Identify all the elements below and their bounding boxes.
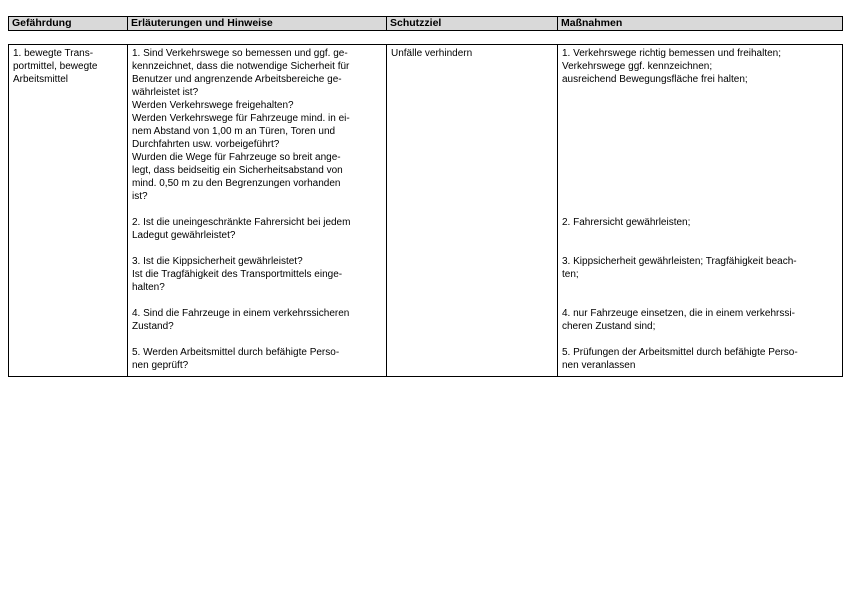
blank-line xyxy=(562,294,839,307)
text-line: legt, dass beidseitig ein Sicherheitsabstand von xyxy=(132,165,343,176)
text-line: Werden Verkehrswege freigehalten? xyxy=(132,100,294,111)
text-line: mind. 0,50 m zu den Begrenzungen vorhanden xyxy=(132,178,341,189)
blank-line xyxy=(562,151,839,164)
blank-line xyxy=(132,333,383,346)
blank-line xyxy=(132,203,383,216)
header-massnahmen: Maßnahmen xyxy=(558,17,843,31)
text-line: Durchfahrten usw. vorbeigeführt? xyxy=(132,139,280,150)
text-line: 3. Kippsicherheit gewährleisten; Tragfähigkeit beach- xyxy=(562,256,797,267)
blank-line xyxy=(562,138,839,151)
text-line: kennzeichnet, dass die notwendige Sicherheit für xyxy=(132,61,350,72)
text-line: 1. Sind Verkehrswege so bemessen und ggf. ge- xyxy=(132,48,348,59)
text-line: nen geprüft? xyxy=(132,360,189,371)
text-line: Benutzer und angrenzende Arbeitsbereiche ge- xyxy=(132,74,342,85)
text-line: Verkehrswege ggf. kennzeichnen; xyxy=(562,61,713,72)
text-line: Ladegut gewährleistet? xyxy=(132,230,236,241)
table-header xyxy=(8,16,843,31)
blank-line xyxy=(132,294,383,307)
blank-line xyxy=(562,112,839,125)
blank-line xyxy=(562,203,839,216)
blank-line xyxy=(562,190,839,203)
text-line: Werden Verkehrswege für Fahrzeuge mind. in ei- xyxy=(132,113,350,124)
text-line: ten; xyxy=(562,269,579,280)
text-line: 2. Fahrersicht gewährleisten; xyxy=(562,217,691,228)
text-line: ausreichend Bewegungsfläche frei halten; xyxy=(562,74,748,85)
blank-line xyxy=(562,125,839,138)
text-line: 4. nur Fahrzeuge einsetzen, die in einem verkehrssi- xyxy=(562,308,795,319)
table-row xyxy=(9,45,843,377)
cell-gefaehrdung xyxy=(9,45,128,377)
blank-line xyxy=(562,333,839,346)
blank-line xyxy=(562,86,839,99)
text-line: nem Abstand von 1,00 m an Türen, Toren und xyxy=(132,126,336,137)
text-line: 3. Ist die Kippsicherheit gewährleistet? xyxy=(132,256,303,267)
text-line: 5. Werden Arbeitsmittel durch befähigte Perso- xyxy=(132,347,340,358)
text-line: Zustand? xyxy=(132,321,174,332)
text-line: 4. Sind die Fahrzeuge in einem verkehrssicheren xyxy=(132,308,350,319)
text-line: Unfälle verhindern xyxy=(391,48,473,59)
blank-line xyxy=(562,99,839,112)
text-line: 2. Ist die uneingeschränkte Fahrersicht bei jedem xyxy=(132,217,351,228)
header-erlaeuterungen: Erläuterungen und Hinweise xyxy=(128,17,387,31)
cell-schutzziel xyxy=(387,45,558,377)
text-line: halten? xyxy=(132,282,165,293)
text-line: 5. Prüfungen der Arbeitsmittel durch befähigte Perso- xyxy=(562,347,798,358)
text-line: Wurden die Wege für Fahrzeuge so breit ange- xyxy=(132,152,341,163)
text-line: nen veranlassen xyxy=(562,360,636,371)
text-line: 1. bewegte Trans- xyxy=(13,48,94,59)
blank-line xyxy=(562,229,839,242)
text-line: portmittel, bewegte xyxy=(13,61,98,72)
blank-line xyxy=(132,242,383,255)
header-schutzziel: Schutzziel xyxy=(387,17,558,31)
text-line: währleistet ist? xyxy=(132,87,199,98)
blank-line xyxy=(562,177,839,190)
blank-line xyxy=(562,281,839,294)
text-line: ist? xyxy=(132,191,148,202)
blank-line xyxy=(562,242,839,255)
text-line: Arbeitsmittel xyxy=(13,74,69,85)
text-line: Ist die Tragfähigkeit des Transportmittels einge- xyxy=(132,269,343,280)
table-body xyxy=(8,44,843,377)
text-line: 1. Verkehrswege richtig bemessen und freihalten; xyxy=(562,48,782,59)
cell-massnahmen xyxy=(558,45,843,377)
cell-erlaeuterungen xyxy=(128,45,387,377)
header-gefaehrdung: Gefährdung xyxy=(9,17,128,31)
text-line: cheren Zustand sind; xyxy=(562,321,656,332)
blank-line xyxy=(562,164,839,177)
